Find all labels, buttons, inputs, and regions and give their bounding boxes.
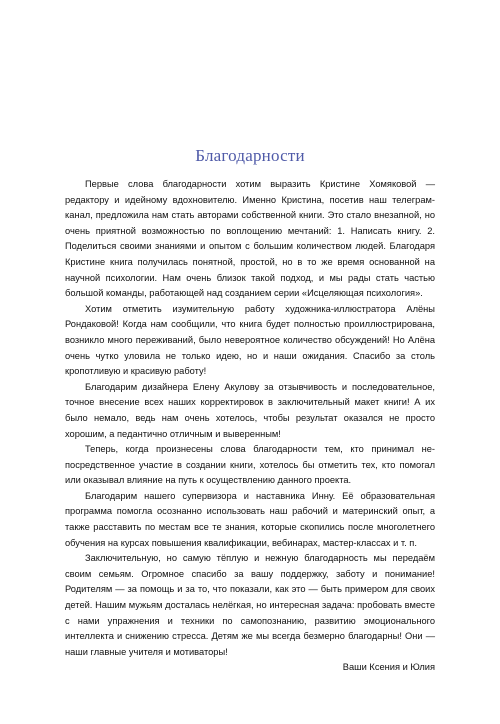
page-title: Благодарности [195,146,305,165]
paragraph-transition: Теперь, когда произнесены слова благодарности тем, кто принимал непосредственное участие в создании книги, хотелось бы отметить тех, кто помогал или оказывал влияние на путь к осуществлению данного проекта. [65,444,435,486]
paragraph-editor: Первые слова благодарности хотим выразить Кристине Хомяковой — редактору и идейному вдохновителю. Именно Кристина, посетив наш телеграм-канал, предложила нам стать авторами собственной книги. Это стало внезапной, но очень приятной возможностью по воплощению мечтаний: 1. Написать книгу. 2. Поделиться своими знаниями и опытом с большим количеством людей. Благодаря Кристине книга получилась понятной, простой, но в то же время основанной на научной психологии. Нам очень близок такой подход, и мы рады стать частью большой команды, работающей над созданием серии «Исцеляющая психология». [65,179,435,299]
paragraph-illustrator: Хотим отметить изумительную работу художника-иллюстратора Алёны Рондаковой! Когда нам сообщили, что книга будет полностью проиллюстрирована, возникло много переживаний, было невероятное количество обсуждений! Но Алёна очень чутко уловила не только идею, но и наши ожидания. Спасибо за столь кропотливую и красивую работу! [65,303,435,377]
paragraph-families: Заключительную, но самую тёплую и нежную благодарность мы передаём своим семьям. Огромное спасибо за вашу поддержку, заботу и понимание! Родителям — за помощь и за то, что показали, как это — быть примером для своих детей. Нашим мужьям досталась нелёгкая, но интересная задача: пробовать вместе с нами упражнения и техники по самопознанию, развитию эмоционального интеллекта и снижению стресса. Детям же мы всегда безмерно благодарны! Они — наши главные учителя и мотиваторы! [65,553,435,657]
paragraph-designer: Благодарим дизайнера Елену Акулову за отзывчивость и последовательное, точное внесение всех наших корректировок в заключительный макет книги! А их было немало, ведь нам очень хотелось, чтобы результат оказался не просто хорошим, а педантично отличным и выверенным! [65,381,435,439]
acknowledgements-text [65,177,435,676]
signature: Ваши Ксения и Юлия [342,662,435,673]
paragraph-supervisor: Благодарим нашего супервизора и наставника Инну. Её образовательная программа помогла осознанно использовать наш рабочий и материнский опыт, а также расставить по местам все те знания, которые скопились после многолетнего обучения на курсах повышения квалификации, вебинарах, мастер-классах и т. п. [65,490,435,548]
